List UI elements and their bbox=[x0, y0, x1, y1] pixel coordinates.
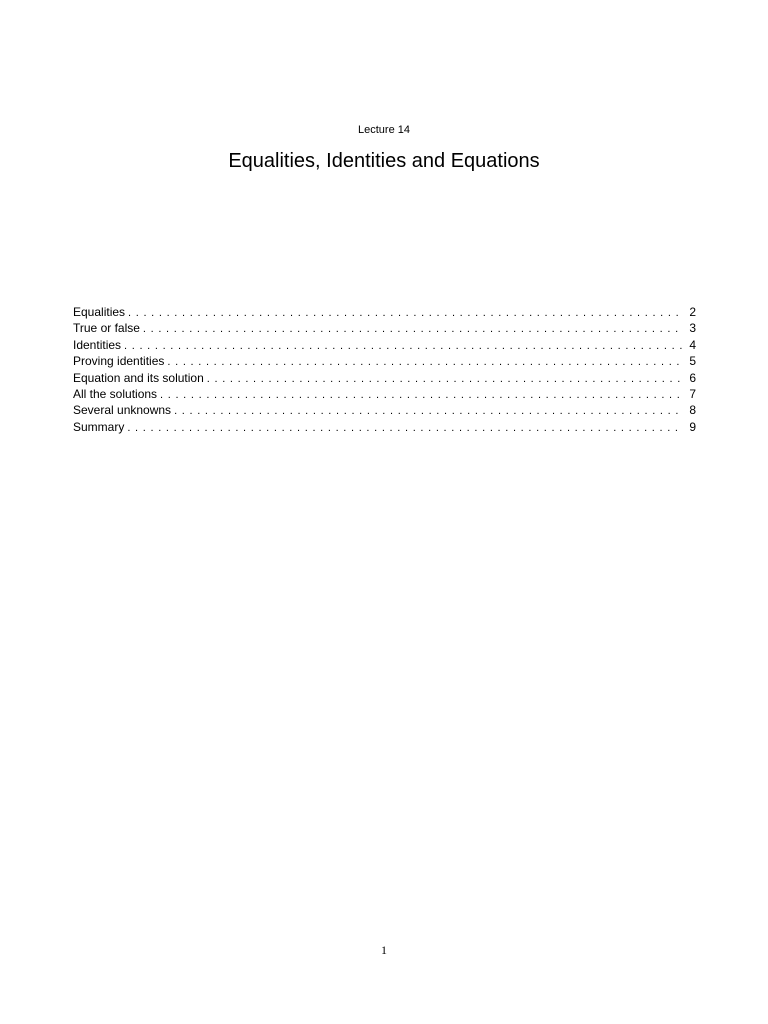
toc-dot-leader bbox=[174, 403, 682, 419]
toc-entry-equalities[interactable] bbox=[73, 304, 696, 320]
toc-entry-summary[interactable] bbox=[73, 419, 696, 435]
toc-entry-page: 9 bbox=[689, 419, 696, 434]
toc-entry-label: Proving identities bbox=[73, 354, 165, 369]
toc-entry-true-or-false[interactable] bbox=[73, 320, 696, 336]
toc-entry-page: 4 bbox=[689, 337, 696, 352]
toc-entry-equation-and-solution[interactable] bbox=[73, 370, 696, 386]
toc-dot-leader bbox=[128, 305, 682, 321]
page-number: 1 bbox=[381, 943, 387, 957]
toc-entry-several-unknowns[interactable] bbox=[73, 402, 696, 418]
toc-dot-leader bbox=[160, 387, 682, 403]
toc-dot-leader bbox=[207, 371, 682, 387]
toc-dot-leader bbox=[124, 338, 682, 354]
lecture-label: Lecture 14 bbox=[358, 124, 410, 136]
toc-entry-label: Several unknowns bbox=[73, 403, 172, 418]
toc-entry-proving-identities[interactable] bbox=[73, 353, 696, 369]
toc-dot-leader bbox=[167, 354, 682, 370]
page-title: Equalities, Identities and Equations bbox=[228, 150, 540, 172]
toc-entry-page: 2 bbox=[689, 305, 696, 319]
toc-entry-page: 5 bbox=[689, 354, 696, 369]
toc-entry-label: All the solutions bbox=[73, 386, 158, 401]
toc-entry-all-the-solutions[interactable] bbox=[73, 386, 696, 402]
toc-entry-identities[interactable] bbox=[73, 337, 696, 353]
toc-dot-leader bbox=[127, 420, 682, 436]
toc-entry-page: 3 bbox=[689, 321, 696, 336]
toc-entry-page: 8 bbox=[689, 403, 696, 418]
toc-entry-label: Equation and its solution bbox=[73, 370, 204, 385]
toc-entry-label: Identities bbox=[73, 337, 122, 352]
toc-dot-leader bbox=[143, 321, 682, 337]
toc-entry-label: True or false bbox=[73, 321, 140, 336]
toc-entry-page: 7 bbox=[689, 386, 696, 401]
toc-entry-page: 6 bbox=[689, 370, 696, 385]
toc-entry-label: Equalities bbox=[73, 305, 126, 319]
toc-entry-label: Summary bbox=[73, 419, 125, 434]
table-of-contents bbox=[73, 304, 696, 435]
